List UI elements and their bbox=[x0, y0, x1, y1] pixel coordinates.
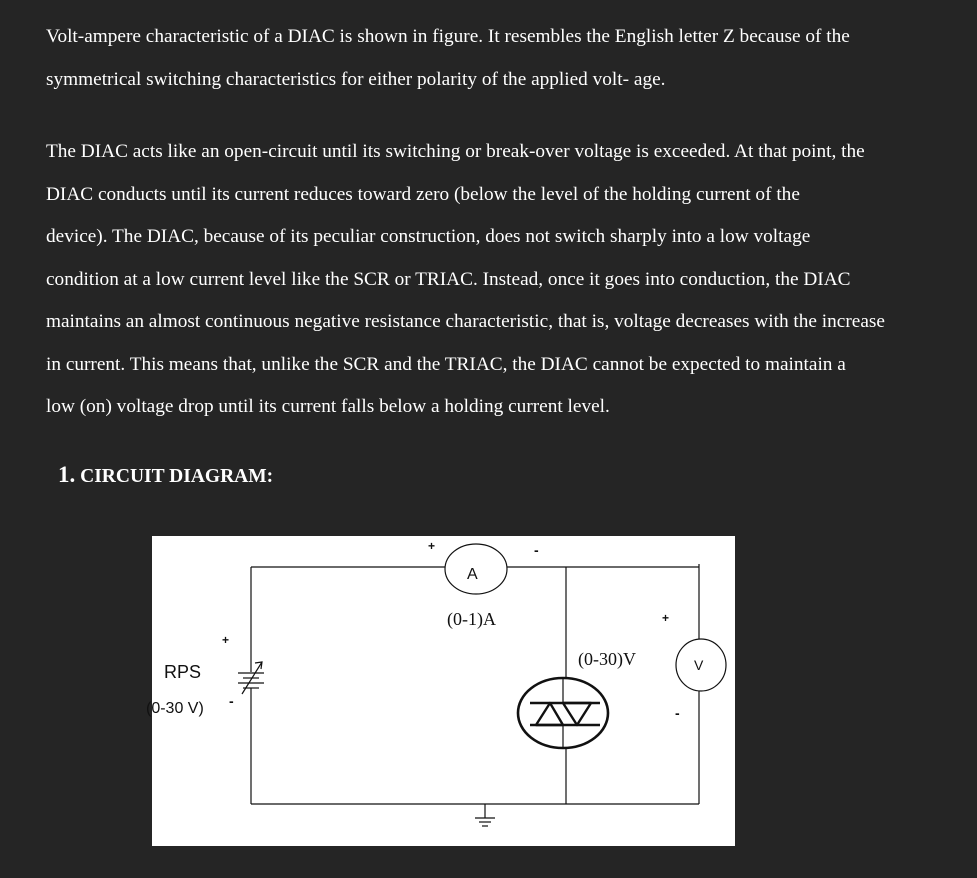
diac-icon bbox=[518, 678, 608, 748]
supply-range-label: (0-30 V) bbox=[146, 700, 204, 717]
circuit-diagram bbox=[146, 536, 735, 846]
diac-operation-paragraph bbox=[46, 131, 949, 429]
circuit-diagram-svg bbox=[146, 536, 735, 846]
voltmeter-plus-sign: + bbox=[662, 611, 670, 625]
ground-icon bbox=[475, 818, 495, 826]
text-line: Volt-ampere characteristic of a DIAC is shown in figure. It resembles the English letter Z because of the bbox=[46, 26, 850, 47]
text-line: maintains an almost continuous negative resistance characteristic, that is, voltage decreases with the increase bbox=[46, 311, 885, 332]
ammeter-minus-sign: - bbox=[534, 542, 539, 558]
supply-minus-sign: - bbox=[229, 693, 234, 709]
section-title: CIRCUIT DIAGRAM: bbox=[80, 466, 274, 487]
ammeter-plus-sign: + bbox=[428, 539, 436, 553]
text-line: low (on) voltage drop until its current falls below a holding current level. bbox=[46, 396, 610, 417]
voltmeter-range-label: (0-30)V bbox=[578, 649, 636, 669]
text-line: device). The DIAC, because of its peculiar construction, does not switch sharply into a low voltage bbox=[46, 226, 811, 247]
text-line: symmetrical switching characteristics for either polarity of the applied volt- age. bbox=[46, 68, 666, 90]
voltmeter-minus-sign: - bbox=[675, 705, 680, 721]
section-heading bbox=[58, 462, 273, 488]
supply-label: RPS bbox=[164, 662, 202, 682]
text-line: The DIAC acts like an open-circuit until its switching or break-over voltage is exceeded. At that point, the bbox=[46, 141, 865, 162]
text-line: condition at a low current level like the SCR or TRIAC. Instead, once it goes into conduction, the DIAC bbox=[46, 268, 851, 290]
intro-paragraph bbox=[46, 16, 949, 101]
text-line: DIAC conducts until its current reduces toward zero (below the level of the holding current of the bbox=[46, 183, 800, 205]
text-line: in current. This means that, unlike the SCR and the TRIAC, the DIAC cannot be expected to maintain a bbox=[46, 353, 846, 375]
voltmeter-symbol: V bbox=[694, 657, 704, 673]
supply-plus-sign: + bbox=[222, 633, 230, 647]
section-number: 1. bbox=[58, 462, 76, 487]
ammeter-symbol: A bbox=[467, 566, 478, 583]
ammeter-range-label: (0-1)A bbox=[447, 609, 496, 629]
